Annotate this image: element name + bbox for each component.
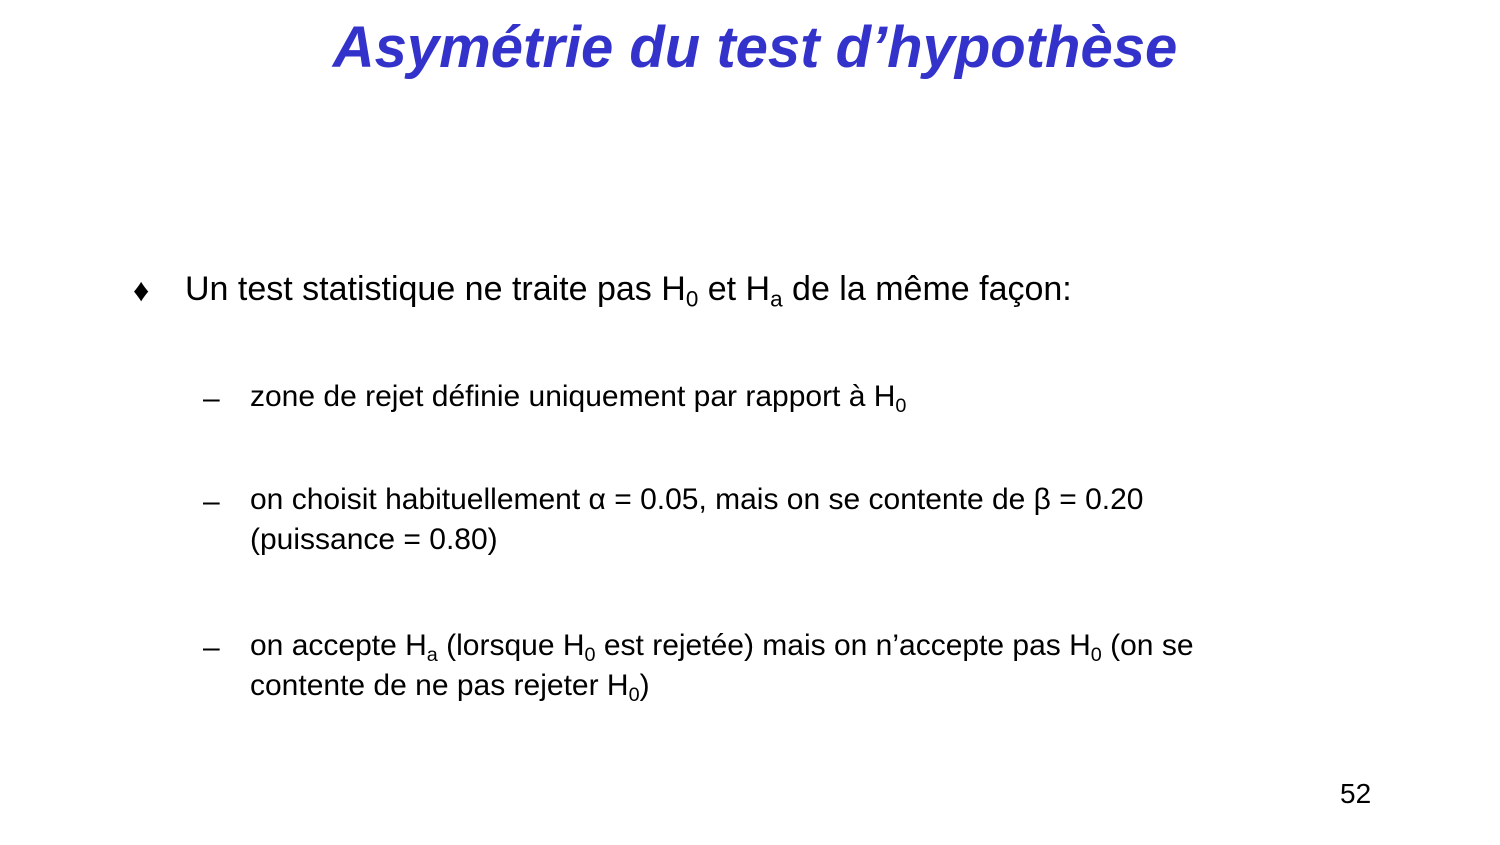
- text-segment: (lorsque H: [437, 629, 585, 662]
- dash-bullet: –: [203, 485, 220, 518]
- text-segment: (puissance = 0.80): [250, 523, 498, 556]
- subscript: 0: [895, 394, 907, 417]
- dash-bullet: –: [203, 382, 220, 415]
- sub-item-line: [250, 377, 906, 417]
- subscript: 0: [685, 286, 699, 312]
- text-segment: on accepte H: [250, 629, 427, 662]
- text-segment: et H: [698, 270, 771, 308]
- subscript: a: [426, 643, 438, 666]
- subscript: 0: [1090, 643, 1102, 666]
- text-segment: est rejetée) mais on n’accepte pas H: [595, 629, 1091, 662]
- text-segment: de la même façon:: [782, 270, 1072, 308]
- sub-item-line: [250, 626, 1194, 666]
- dash-bullet: –: [203, 631, 220, 664]
- sub-item-line: [250, 666, 650, 706]
- page-number: 52: [1340, 778, 1372, 809]
- text-segment: ): [639, 669, 650, 702]
- sub-item-line: [250, 520, 498, 560]
- sub-item-line: [250, 480, 1144, 520]
- text-segment: (on se: [1101, 629, 1194, 662]
- slide-title: Asymétrie du test d’hypothèse: [332, 15, 1178, 80]
- diamond-icon: ♦: [133, 272, 150, 308]
- subscript: 0: [628, 683, 640, 706]
- text-segment: contente de ne pas rejeter H: [250, 669, 629, 702]
- main-bullet-text: [185, 270, 1072, 312]
- text-segment: zone de rejet définie uniquement par rapport à H: [250, 380, 896, 413]
- text-segment: Un test statistique ne traite pas H: [185, 270, 686, 308]
- subscript: 0: [584, 643, 596, 666]
- subscript: a: [770, 286, 783, 312]
- text-segment: on choisit habituellement α = 0.05, mais on se contente de β = 0.20: [250, 483, 1144, 516]
